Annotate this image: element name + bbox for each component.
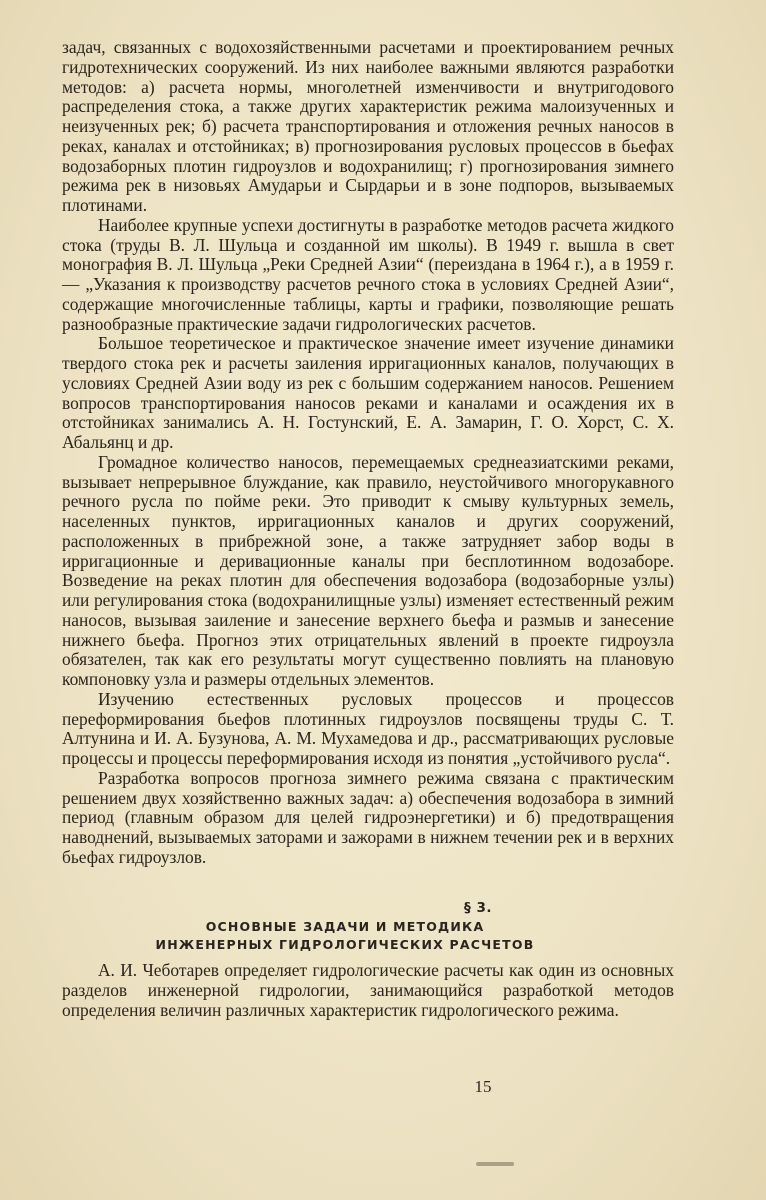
paragraph-runoff-methods: Наиболее крупные успехи достигнуты в разработке методов расчета жидкого стока (труды В. Л. Шульца и созданной им школы). В 1949 г. вышла в свет монография В. Л. Шульца „Реки Средней Азии“ (переиздана в 1964 г.), а в 1959 г. — „Указания к производству расчетов речного стока в условиях Средней Азии“, содержащие многочисленные таблицы, карты и графики, позволяющие решать разнообразные практические задачи гидрологических расчетов.: [62, 214, 674, 334]
print-smudge: [476, 1162, 514, 1166]
section-intro-block: [62, 961, 674, 1020]
page-number: 15: [474, 1077, 492, 1096]
section-heading-line-2: ИНЖЕНЕРНЫХ ГИДРОЛОГИЧЕСКИХ РАСЧЕТОВ: [155, 937, 535, 952]
paragraph-channel-processes: Изучению естественных русловых процессов и процессов переформирования бьефов плотинных гидроузлов посвящены труды С. Т. Алтунина и И. А. Бузунова, А. М. Мухамедова и др., рассматривающих русловые процессы и процессы переформирования исходя из понятия „устойчивого русла“.: [62, 688, 674, 768]
section-heading-line-1: ОСНОВНЫЕ ЗАДАЧИ И МЕТОДИКА: [205, 919, 485, 934]
main-text-block: [62, 38, 674, 868]
section-heading: [130, 918, 560, 954]
paragraph-sediment-effects: Громадное количество наносов, перемещаемых среднеазиатскими реками, вызывает непрерывное блуждание, как правило, неустойчивого многорукавного речного русла по пойме реки. Это приводит к смыву культурных земель, населенных пунктов, ирригационных каналов и других сооружений, расположенных в прибрежной зоне, а также затрудняет забор воды в ирригационные и деривационные каналы при бесплотинном водозаборе. Возведение на реках плотин для обеспечения водозабора (водозаборные узлы) или регулирования стока (водохранилищные узлы) изменяет естественный режим наносов, вызывая заиление и занесение верхнего бьефа и размыв и занесение нижнего бьефа. Прогноз этих отрицательных явлений в проекте гидроузла обязателен, так как его результаты могут существенно повлиять на плановую компоновку узла и размеры отдельных элементов.: [62, 451, 674, 689]
paragraph-section-intro: А. И. Чеботарев определяет гидрологические расчеты как один из основных разделов инженерной гидрологии, занимающийся разработкой методов определения величин различных характеристик гидрологического режима.: [62, 960, 674, 1020]
section-number: § 3.: [464, 900, 492, 916]
paragraph-sediment-dynamics: Большое теоретическое и практическое значение имеет изучение динамики твердого стока рек и расчеты заиления ирригационных каналов, получающих в условиях Средней Азии воду из рек с большим содержанием наносов. Решением вопросов транспортирования наносов реками и каналами и осаждения их в отстойниках занимались А. Н. Гостунский, Е. А. Замарин, Г. О. Хорст, С. Х. Абальянц и др.: [62, 333, 674, 452]
paragraph-winter-regime: Разработка вопросов прогноза зимнего режима связана с практическим решением двух хозяйственно важных задач: а) обеспечения водозабора в зимний период (главным образом для целей гидроэнергетики) и б) предотвращения наводнений, вызываемых заторами и зажорами в нижнем течении рек и в верхних бьефах гидроузлов.: [62, 767, 674, 867]
paragraph-continuation: задач, связанных с водохозяйственными расчетами и проектированием речных гидротехнических сооружений. Из них наиболее важными являются разработки методов: а) расчета нормы, многолетней изменчивости и внутригодового распределения стока, а также других характеристик режима малоизученных и неизученных рек; б) расчета транспортирования и отложения речных наносов в реках, каналах и отстойниках; в) прогнозирования русловых процессов в бьефах водозаборных плотин гидроузлов и водохранилищ; г) прогнозирования зимнего режима рек в низовьях Амударьи и Сырдарьи и в зоне подпоров, вызываемых плотинами.: [62, 37, 674, 215]
